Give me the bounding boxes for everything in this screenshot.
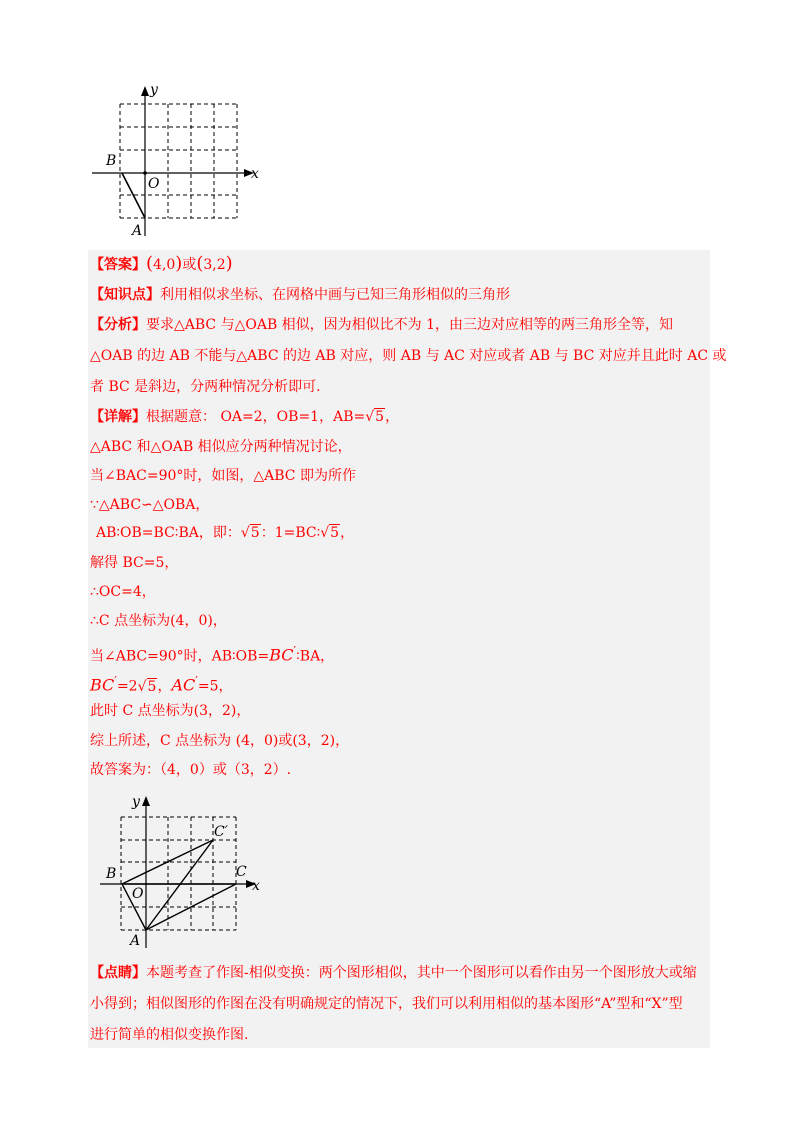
detail-l5-rad1: 5 (250, 525, 260, 541)
detail-l9-post: ∶BA， (296, 648, 335, 665)
detail-l10-post: =5， (197, 678, 233, 695)
detail-l1-rad: 5 (375, 409, 385, 425)
detail-l5-post: ， (340, 525, 355, 541)
answer-tag: 【答案】 (90, 257, 146, 273)
answer-line: 【答案】(4,0)或(3,2) (90, 253, 233, 274)
detail-l10-math2: AC (171, 675, 196, 695)
answer-or: 或 (182, 257, 197, 273)
detail-l10-prime2: ′ (195, 674, 198, 688)
detail-line-7: ∴OC=4， (90, 584, 156, 600)
detail-l5-pre: AB∶OB=BC∶BA，即： (96, 525, 241, 541)
analysis-line-3: 者 BC 是斜边，分两种情况分析即可. (90, 379, 321, 395)
comment-line-2: 小得到；相似图形的作图在没有明确规定的情况下，我们可以利用相似的基本图形“A”型和“X”型 (90, 996, 683, 1012)
x-axis-label: x (251, 166, 259, 182)
answer-point-2: 3,2 (203, 257, 226, 273)
analysis-tag: 【分析】 (90, 317, 146, 333)
detail-l1-pre: 根据题意： OA=2，OB=1，AB= (146, 409, 366, 425)
detail-line-11: 此时 C 点坐标为(3，2)， (90, 703, 251, 719)
point-b-label: B (106, 153, 117, 169)
detail-l9-prime: ′ (293, 644, 297, 658)
detail-line-9 (90, 641, 710, 667)
fig2-y-axis-label: y (132, 794, 140, 810)
detail-line-10: BC′=2√5，AC′=5， (90, 674, 233, 695)
detail-line-4: ∵△ABC∽△OBA， (90, 497, 210, 513)
fig2-point-c-prime-label: C′ (214, 824, 228, 840)
detail-l10-rad: 5 (147, 678, 157, 695)
detail-line-12: 综上所述，C 点坐标为 (4，0)或(3，2)， (90, 733, 350, 749)
fig2-point-o-label: O (132, 886, 144, 902)
knowledge-line (90, 285, 710, 305)
analysis-text-1: 要求△ABC 与△OAB 相似，因为相似比不为 1，由三边对应相等的两三角形全等，知 (146, 317, 674, 333)
comment-line-1 (90, 963, 710, 983)
detail-l10-prime1: ′ (114, 674, 117, 688)
answer-point-1: 4,0 (153, 257, 176, 273)
detail-l9-pre: 当∠ABC=90°时，AB∶OB= (90, 648, 270, 665)
detail-tag: 【详解】 (90, 409, 146, 425)
knowledge-tag: 【知识点】 (90, 287, 160, 303)
detail-l1-post: ， (385, 409, 400, 425)
detail-l5-rad2: 5 (330, 525, 340, 541)
knowledge-text: 利用相似求坐标、在网格中画与已知三角形相似的三角形 (160, 287, 510, 303)
analysis-line-2: △OAB 的边 AB 不能与△ABC 的边 AB 对应，则 AB 与 AC 对应或者 AB 与 BC 对应并且此时 AC 或 (90, 348, 727, 364)
detail-line-5: AB∶OB=BC∶BA，即：√5：1=BC∶√5， (96, 525, 355, 541)
point-o-label: O (148, 176, 160, 192)
figure-grid-triangle-oab (88, 78, 268, 240)
fig2-point-a-label: A (130, 933, 141, 949)
detail-line-8: ∴C 点坐标为(4，0)， (90, 613, 227, 629)
detail-l10-math1: BC (90, 675, 115, 695)
fig2-point-b-label: B (106, 866, 117, 882)
comment-text-1: 本题考查了作图-相似变换：两个图形相似，其中一个图形可以看作由另一个图形放大或缩 (146, 965, 697, 981)
comment-line-3: 进行简单的相似变换作图. (90, 1027, 249, 1043)
comment-tag: 【点睛】 (90, 965, 146, 981)
analysis-line-1 (90, 315, 710, 335)
detail-line-2: △ABC 和△OAB 相似应分两种情况讨论， (90, 439, 352, 455)
y-axis-label: y (150, 82, 158, 98)
detail-line-6: 解得 BC=5， (90, 555, 179, 571)
detail-l5-mid: ：1=BC∶ (260, 525, 321, 541)
detail-l10-mid1: =2 (116, 678, 138, 695)
point-a-label: A (132, 223, 143, 239)
detail-line-3: 当∠BAC=90°时，如图，△ABC 即为所作 (90, 468, 356, 484)
detail-line-1: 【详解】根据题意： OA=2，OB=1，AB=√5， (90, 409, 400, 425)
figure-grid-similar-triangles (96, 790, 266, 950)
detail-l9-math: BC (269, 645, 294, 665)
detail-l10-mid2: ， (157, 678, 172, 695)
detail-line-13: 故答案为：（4，0）或（3，2）. (90, 762, 292, 778)
fig2-point-c-label: C (236, 864, 247, 880)
fig2-x-axis-label: x (252, 878, 260, 894)
